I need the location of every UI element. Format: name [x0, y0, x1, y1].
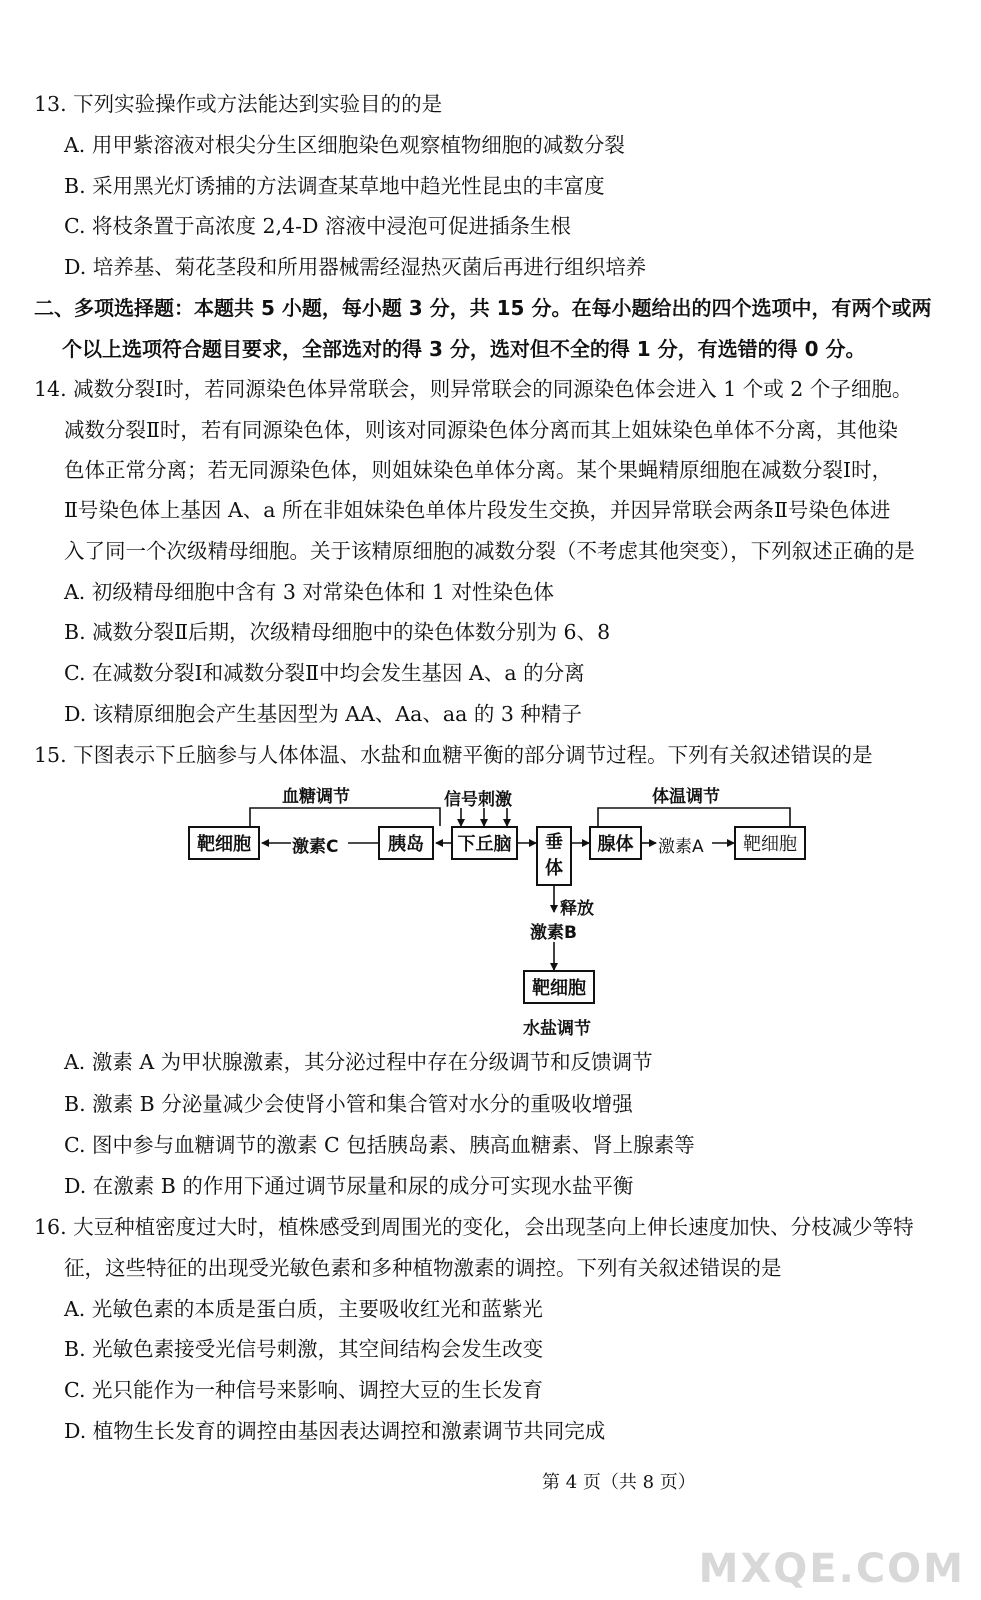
label-release: 释放	[560, 899, 594, 919]
q14-option-b: B. 减数分裂Ⅱ后期，次级精母细胞中的染色体数分别为 6、8	[64, 620, 611, 644]
pituitary-char-1: 垂	[545, 832, 563, 853]
box-hypothalamus: 下丘脑	[451, 826, 518, 860]
label-water-salt: 水盐调节	[523, 1019, 591, 1039]
q15-option-b: B. 激素 B 分泌量减少会使肾小管和集合管对水分的重吸收增强	[64, 1092, 633, 1116]
box-pancreas: 胰岛	[378, 826, 434, 860]
q13-stem: 13. 下列实验操作或方法能达到实验目的的是	[34, 92, 443, 116]
q14-option-d: D. 该精原细胞会产生基因型为 AA、Aa、aa 的 3 种精子	[64, 702, 582, 726]
q14-stem-line4: Ⅱ号染色体上基因 A、a 所在非姐妹染色单体片段发生交换，并因异常联会两条Ⅱ号染色体进	[64, 498, 891, 522]
section2-header-line1: 二、多项选择题：本题共 5 小题，每小题 3 分，共 15 分。在每小题给出的四个选项中，有两个或两	[34, 296, 932, 320]
box-gland: 腺体	[589, 826, 642, 860]
label-hormone-b: 激素B	[530, 923, 577, 943]
q15-option-a: A. 激素 A 为甲状腺激素，其分泌过程中存在分级调节和反馈调节	[64, 1050, 653, 1074]
q14-option-a: A. 初级精母细胞中含有 3 对常染色体和 1 对性染色体	[64, 580, 554, 604]
section2-header-line2: 个以上选项符合题目要求，全部选对的得 3 分，选对但不全的得 1 分，有选错的得 0 分。	[62, 337, 866, 361]
q14-stem-line5: 入了同一个次级精母细胞。关于该精原细胞的减数分裂（不考虑其他突变），下列叙述正确的是	[64, 539, 915, 563]
q13-option-b: B. 采用黑光灯诱捕的方法调查某草地中趋光性昆虫的丰富度	[64, 174, 605, 198]
q13-option-c: C. 将枝条置于高浓度 2,4-D 溶液中浸泡可促进插条生根	[64, 214, 571, 238]
label-hormone-a: 激素A	[658, 837, 704, 857]
q14-stem-line3: 色体正常分离；若无同源染色体，则姐妹染色单体分离。某个果蝇精原细胞在减数分裂Ⅰ时，	[64, 458, 893, 482]
pituitary-char-2: 体	[545, 858, 563, 879]
q16-option-d: D. 植物生长发育的调控由基因表达调控和激素调节共同完成	[64, 1419, 606, 1443]
body-temp-bracket	[598, 808, 790, 826]
q14-stem-line2: 减数分裂Ⅱ时，若有同源染色体，则该对同源染色体分离而其上姐妹染色单体不分离，其他染	[64, 418, 898, 442]
label-body-temp: 体温调节	[652, 787, 720, 807]
q16-option-c: C. 光只能作为一种信号来影响、调控大豆的生长发育	[64, 1378, 543, 1402]
q15-option-d: D. 在激素 B 的作用下通过调节尿量和尿的成分可实现水盐平衡	[64, 1174, 634, 1198]
q15-option-c: C. 图中参与血糖调节的激素 C 包括胰岛素、胰高血糖素、肾上腺素等	[64, 1133, 695, 1157]
q15-stem: 15. 下图表示下丘脑参与人体体温、水盐和血糖平衡的部分调节过程。下列有关叙述错误的是	[34, 743, 873, 767]
label-signal: 信号刺激	[444, 790, 512, 810]
page-footer: 第 4 页（共 8 页）	[542, 1472, 696, 1493]
box-pituitary	[536, 826, 572, 886]
box-target-bottom: 靶细胞	[523, 970, 595, 1004]
box-target-left: 靶细胞	[188, 826, 260, 860]
label-blood-sugar: 血糖调节	[282, 787, 350, 807]
label-hormone-c: 激素C	[292, 837, 339, 857]
q13-option-a: A. 用甲紫溶液对根尖分生区细胞染色观察植物细胞的减数分裂	[64, 133, 625, 157]
q13-option-d: D. 培养基、菊花茎段和所用器械需经湿热灭菌后再进行组织培养	[64, 255, 647, 279]
box-target-right: 靶细胞	[734, 826, 806, 860]
q16-option-a: A. 光敏色素的本质是蛋白质，主要吸收红光和蓝紫光	[64, 1297, 543, 1321]
q16-stem-line1: 16. 大豆种植密度过大时，植株感受到周围光的变化，会出现茎向上伸长速度加快、分枝减少等特	[34, 1215, 914, 1239]
watermark-text: MXQE.COM	[698, 1546, 965, 1592]
q16-stem-line2: 征，这些特征的出现受光敏色素和多种植物激素的调控。下列有关叙述错误的是	[64, 1256, 782, 1280]
q16-option-b: B. 光敏色素接受光信号刺激，其空间结构会发生改变	[64, 1337, 544, 1361]
blood-sugar-bracket	[250, 808, 440, 826]
q14-option-c: C. 在减数分裂Ⅰ和减数分裂Ⅱ中均会发生基因 A、a 的分离	[64, 661, 585, 685]
q14-stem-line1: 14. 减数分裂Ⅰ时，若同源染色体异常联会，则异常联会的同源染色体会进入 1 个或 2 个子细胞。	[34, 377, 913, 401]
